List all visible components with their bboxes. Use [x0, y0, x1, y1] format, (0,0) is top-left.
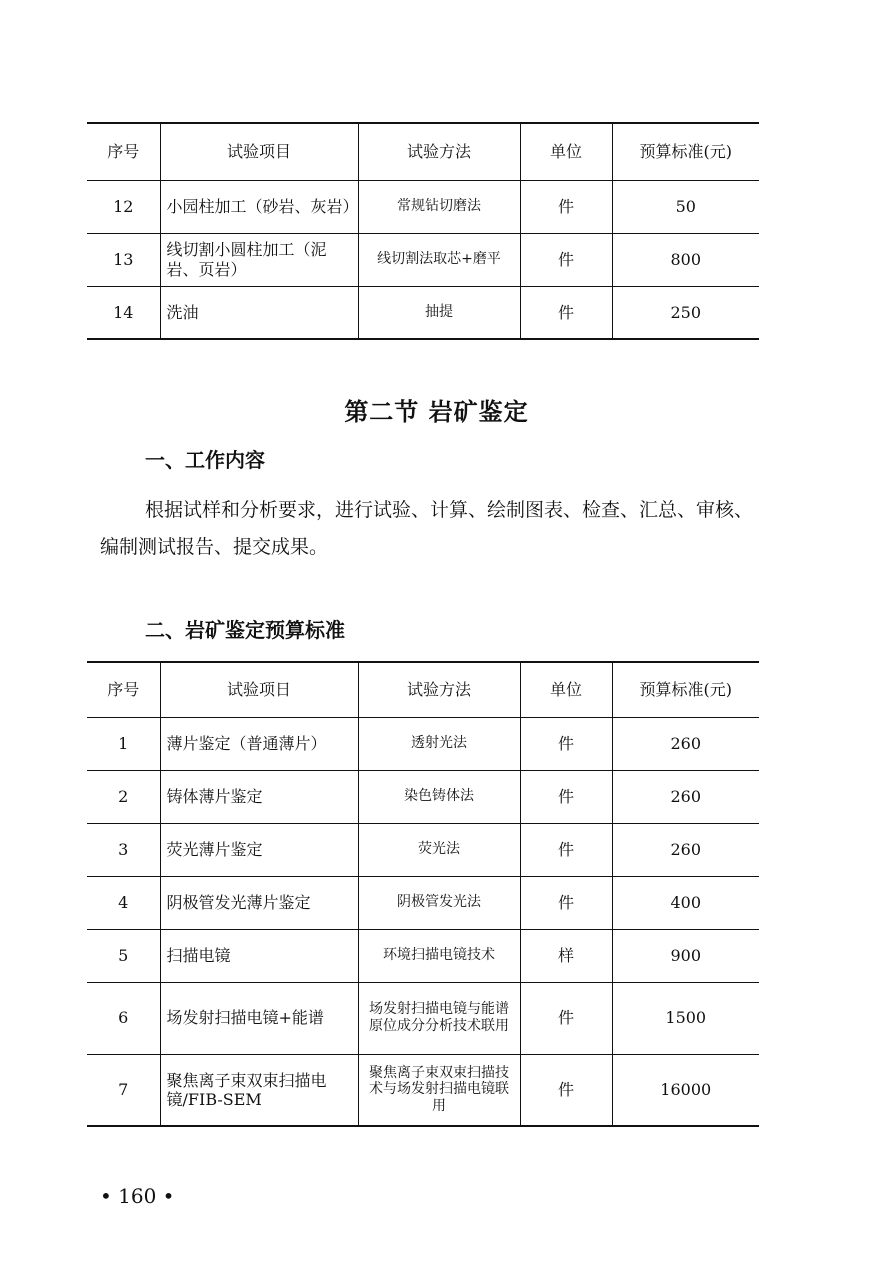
- cell-item: 扫描电镜: [160, 929, 358, 982]
- cell-price: 260: [612, 770, 759, 823]
- header-method: 试验方法: [358, 662, 520, 717]
- header-price: 预算标准(元): [612, 123, 759, 180]
- header-no: 序号: [87, 662, 160, 717]
- table-row: [87, 876, 759, 929]
- table-row: [87, 233, 759, 286]
- header-price: 预算标准(元): [612, 662, 759, 717]
- cell-price: 1500: [612, 982, 759, 1054]
- cell-unit: 件: [520, 180, 612, 233]
- cell-item: 场发射扫描电镜+能谱: [160, 982, 358, 1054]
- cell-method: 常规钻切磨法: [358, 180, 520, 233]
- work-content-paragraph: 根据试样和分析要求，进行试验、计算、绘制图表、检查、汇总、审核、编制测试报告、提交成果。: [100, 499, 754, 558]
- cell-method: 环境扫描电镜技术: [358, 929, 520, 982]
- cell-price: 16000: [612, 1054, 759, 1126]
- cell-no: 12: [87, 180, 160, 233]
- cell-no: 1: [87, 717, 160, 770]
- table-header-row: [87, 662, 759, 717]
- cell-method: 聚焦离子束双束扫描技术与场发射扫描电镜联用: [358, 1054, 520, 1126]
- cell-method: 抽提: [358, 286, 520, 339]
- cell-item: 薄片鉴定（普通薄片）: [160, 717, 358, 770]
- budget-table-sample-prep: [87, 122, 759, 340]
- cell-no: 13: [87, 233, 160, 286]
- cell-item: 聚焦离子束双束扫描电镜/FIB-SEM: [160, 1054, 358, 1126]
- header-item: 试验项日: [160, 662, 358, 717]
- page-number: • 160 •: [100, 1184, 175, 1208]
- cell-item: 洗油: [160, 286, 358, 339]
- table-row: [87, 770, 759, 823]
- cell-unit: 件: [520, 876, 612, 929]
- cell-unit: 件: [520, 770, 612, 823]
- cell-item: 铸体薄片鉴定: [160, 770, 358, 823]
- cell-no: 3: [87, 823, 160, 876]
- header-no: 序号: [87, 123, 160, 180]
- cell-price: 50: [612, 180, 759, 233]
- cell-no: 2: [87, 770, 160, 823]
- cell-no: 5: [87, 929, 160, 982]
- table-row: [87, 823, 759, 876]
- table-row: [87, 717, 759, 770]
- cell-price: 900: [612, 929, 759, 982]
- cell-unit: 件: [520, 823, 612, 876]
- header-method: 试验方法: [358, 123, 520, 180]
- cell-price: 400: [612, 876, 759, 929]
- cell-no: 14: [87, 286, 160, 339]
- cell-item: 荧光薄片鉴定: [160, 823, 358, 876]
- cell-price: 800: [612, 233, 759, 286]
- budget-table-rock-mineral: [87, 661, 759, 1127]
- cell-unit: 件: [520, 286, 612, 339]
- cell-no: 6: [87, 982, 160, 1054]
- cell-method: 阴极管发光法: [358, 876, 520, 929]
- subheading-work-content: 一、工作内容: [145, 448, 265, 472]
- cell-item: 小园柱加工（砂岩、灰岩）: [160, 180, 358, 233]
- cell-price: 260: [612, 717, 759, 770]
- table-row: [87, 180, 759, 233]
- cell-item: 阴极管发光薄片鉴定: [160, 876, 358, 929]
- table-row: [87, 929, 759, 982]
- cell-method: 染色铸体法: [358, 770, 520, 823]
- cell-unit: 件: [520, 982, 612, 1054]
- header-item: 试验项目: [160, 123, 358, 180]
- cell-no: 4: [87, 876, 160, 929]
- cell-unit: 件: [520, 233, 612, 286]
- cell-unit: 件: [520, 717, 612, 770]
- table-row: [87, 982, 759, 1054]
- cell-unit: 件: [520, 1054, 612, 1126]
- cell-unit: 样: [520, 929, 612, 982]
- cell-method: 透射光法: [358, 717, 520, 770]
- table-header-row: [87, 123, 759, 180]
- cell-method: 场发射扫描电镜与能谱原位成分分析技术联用: [358, 982, 520, 1054]
- cell-method: 线切割法取芯+磨平: [358, 233, 520, 286]
- cell-method: 荧光法: [358, 823, 520, 876]
- cell-no: 7: [87, 1054, 160, 1126]
- table-row: [87, 1054, 759, 1126]
- subheading-budget-standard: 二、岩矿鉴定预算标准: [145, 618, 345, 642]
- cell-price: 260: [612, 823, 759, 876]
- header-unit: 单位: [520, 662, 612, 717]
- cell-price: 250: [612, 286, 759, 339]
- cell-item: 线切割小圆柱加工（泥岩、页岩）: [160, 233, 358, 286]
- section-title: 第二节 岩矿鉴定: [344, 397, 529, 426]
- header-unit: 单位: [520, 123, 612, 180]
- table-row: [87, 286, 759, 339]
